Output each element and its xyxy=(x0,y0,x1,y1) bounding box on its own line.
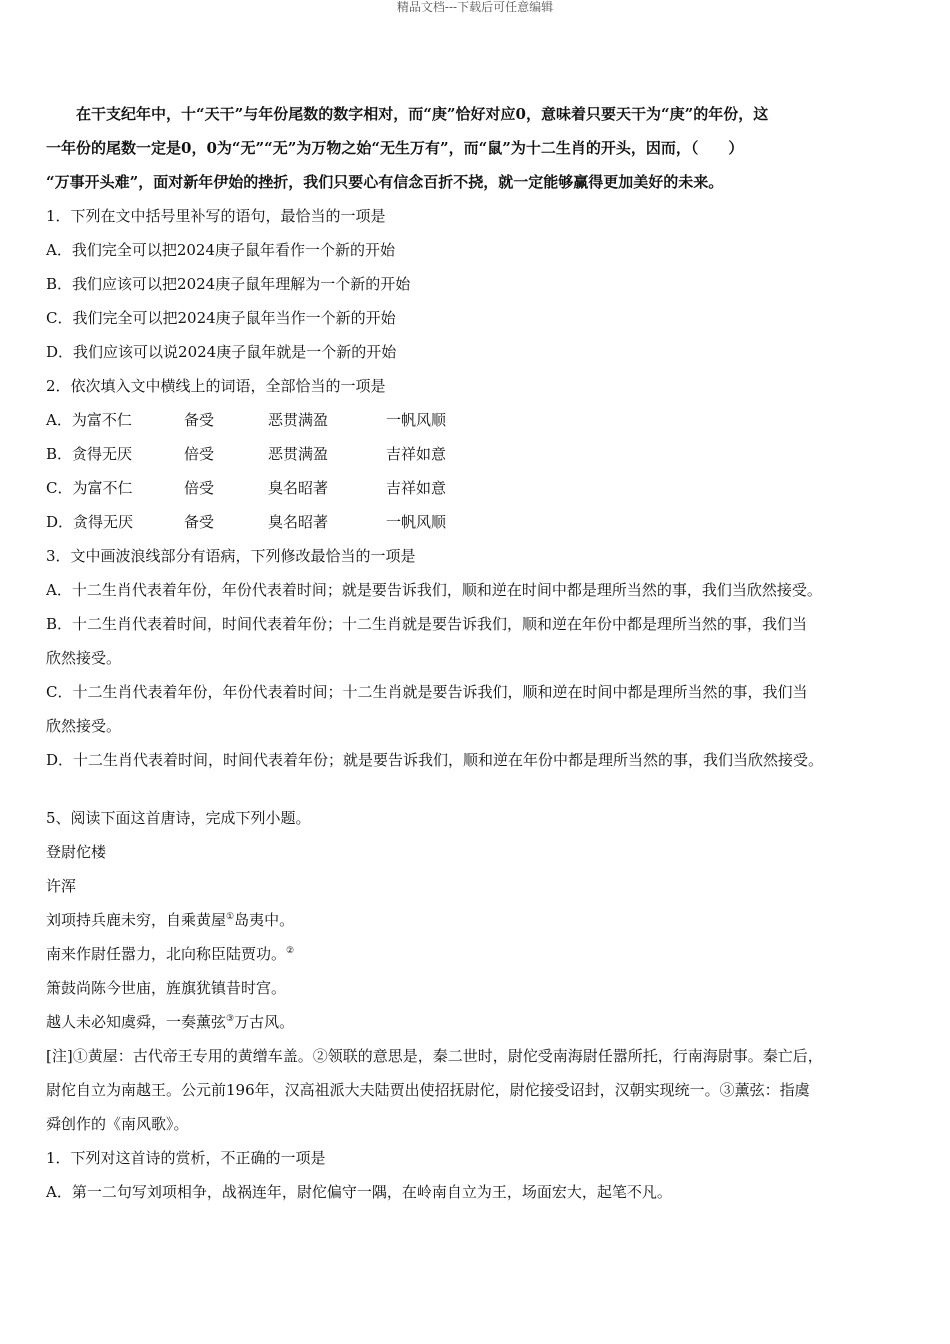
option-word: C．为富不仁 xyxy=(46,479,133,497)
question-2-option-d xyxy=(46,505,912,539)
poem-line-3 xyxy=(46,971,912,1005)
poem-line-text: 万古风。 xyxy=(234,1013,295,1031)
footnote-mark: ② xyxy=(286,946,295,956)
poem-line-text: 越人未必知虞舜，一奏薰弦 xyxy=(46,1013,227,1031)
question-3-stem: 3．文中画波浪线部分有语病，下列修改最恰当的一项是 xyxy=(46,547,416,565)
footnote-mark: ① xyxy=(226,912,235,922)
question-2-option-a xyxy=(46,403,912,437)
question-3-option-d: D．十二生肖代表着时间，时间代表着年份；就是要告诉我们，顺和逆在年份中都是理所当然的事，我们当欣然接受。 xyxy=(46,751,824,769)
intro-line-3: “万事开头难”，面对新年伊始的挫折，我们只要心有信念百折不挠，就一定能够赢得更加美好的未来。 xyxy=(46,173,724,191)
question-2-option-b xyxy=(46,437,912,471)
option-word: 吉祥如意 xyxy=(386,445,447,463)
option-word: 恶贯满盈 xyxy=(268,411,329,429)
option-word: 恶贯满盈 xyxy=(268,445,329,463)
option-word: A．为富不仁 xyxy=(46,411,132,429)
section-5-instruction: 5、阅读下面这首唐诗，完成下列小题。 xyxy=(46,809,311,827)
poem-line-text: 南来作尉任嚣力，北向称臣陆贾功。 xyxy=(46,945,287,963)
option-word: 备受 xyxy=(184,513,215,531)
question-5-1-option-a: A．第一二句写刘项相争，战祸连年，尉佗偏守一隅，在岭南自立为王，场面宏大，起笔不凡。 xyxy=(46,1183,672,1201)
question-1-option-a: A．我们完全可以把2024庚子鼠年看作一个新的开始 xyxy=(46,241,396,259)
poem-line-text: 刘项持兵鹿未穷，自乘黄屋 xyxy=(46,911,227,929)
poem-line-text: 箫鼓尚陈今世庙，旌旗犹镇昔时宫。 xyxy=(46,979,287,997)
question-3-option-c-line-2: 欣然接受。 xyxy=(46,717,122,735)
document-body xyxy=(46,97,912,1209)
question-5-1-stem: 1．下列对这首诗的赏析，不正确的一项是 xyxy=(46,1149,326,1167)
question-1-option-c: C．我们完全可以把2024庚子鼠年当作一个新的开始 xyxy=(46,309,396,327)
poem-line-text: 岛夷中。 xyxy=(234,911,295,929)
question-3-option-b-line-2: 欣然接受。 xyxy=(46,649,122,667)
question-3-option-c-line-1: C．十二生肖代表着年份，年份代表着时间；十二生肖就是要告诉我们，顺和逆在时间中都是理所当然的事，我们当 xyxy=(46,683,808,701)
question-2-option-c xyxy=(46,471,912,505)
poem-line-2 xyxy=(46,937,912,971)
option-word: D．贪得无厌 xyxy=(46,513,134,531)
question-3-option-a: A．十二生肖代表着年份，年份代表着时间；就是要告诉我们，顺和逆在时间中都是理所当然的事，我们当欣然接受。 xyxy=(46,581,822,599)
option-word: 备受 xyxy=(184,411,215,429)
question-2-stem: 2．依次填入文中横线上的词语，全部恰当的一项是 xyxy=(46,377,386,395)
question-1-stem: 1．下列在文中括号里补写的语句，最恰当的一项是 xyxy=(46,207,386,225)
option-word: 倍受 xyxy=(184,445,215,463)
option-word: 吉祥如意 xyxy=(386,479,447,497)
poem-line-4 xyxy=(46,1005,912,1039)
intro-line-1: 在干支纪年中，十“天干”与年份尾数的数字相对，而“庚”恰好对应0，意味着只要天干为“庚”的年份，这 xyxy=(76,105,769,123)
option-word: 臭名昭著 xyxy=(268,513,329,531)
option-word: 臭名昭著 xyxy=(268,479,329,497)
option-word: B．贪得无厌 xyxy=(46,445,133,463)
poem-notes-line-2: 尉佗自立为南越王。公元前196年，汉高祖派大夫陆贾出使招抚尉佗，尉佗接受诏封，汉朝实现统一。③薰弦：指虞 xyxy=(46,1081,810,1099)
section-gap xyxy=(46,777,912,801)
option-word: 一帆风顺 xyxy=(386,411,447,429)
question-1-option-d: D．我们应该可以说2024庚子鼠年就是一个新的开始 xyxy=(46,343,397,361)
poem-notes-line-3: 舜创作的《南风歌》。 xyxy=(46,1115,189,1133)
page-header: 精品文档---下载后可任意编辑 xyxy=(396,0,554,14)
poem-author: 许浑 xyxy=(46,877,77,895)
poem-title: 登尉佗楼 xyxy=(46,843,107,861)
option-word: 倍受 xyxy=(184,479,215,497)
question-3-option-b-line-1: B．十二生肖代表着时间，时间代表着年份；十二生肖就是要告诉我们，顺和逆在年份中都是理所当然的事，我们当 xyxy=(46,615,808,633)
question-1-option-b: B．我们应该可以把2024庚子鼠年理解为一个新的开始 xyxy=(46,275,411,293)
footnote-mark: ③ xyxy=(226,1014,235,1024)
option-word: 一帆风顺 xyxy=(386,513,447,531)
poem-notes-line-1: [注]①黄屋：古代帝王专用的黄缯车盖。②领联的意思是，秦二世时，尉佗受南海尉任嚣所托，行南海尉事。秦亡后， xyxy=(46,1047,823,1065)
intro-line-2: 一年份的尾数一定是0，0为“无”“无”为万物之始“无生万有”，而“鼠”为十二生肖的开头，因而，（ ） xyxy=(46,139,744,157)
poem-line-1 xyxy=(46,903,912,937)
